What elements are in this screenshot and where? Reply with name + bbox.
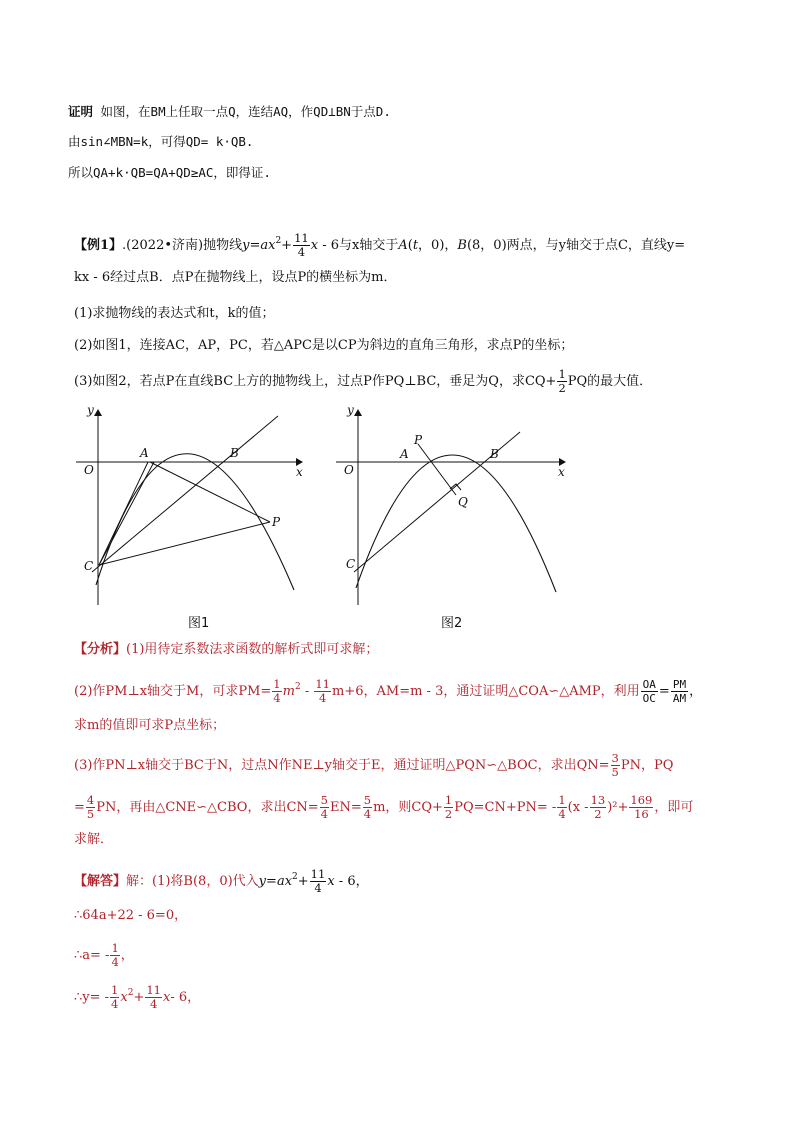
analysis-line-5: = $\frac{4}{5}$ PN，再由△CNE∽△CBO，求出CN= $\frac{5}{4}$ EN= $\frac{5}{4}$ m，则CQ+ $\frac{1}{2}$ PQ=CN+PN= - $\frac{1}{4}$ (x - $\frac{13}{2}$ )²+ $\frac{169}{16}$ ，即可 (74, 793, 694, 821)
fig1-label-y: y (87, 403, 94, 417)
fig2-segment-pq (418, 444, 456, 495)
solution-line-4: ∴y= - $\frac{1}{4}$ $x^2+$ $\frac{11}{4}$ x- 6， (74, 983, 201, 1011)
analysis-line-1 (74, 640, 378, 660)
analysis-line-4: (3)作PN⊥x轴交于BC于N，过点N作NE⊥y轴交于E，通过证明△PQN∽△BOC，求出QN= $\frac{3}{5}$ PN，PQ (74, 751, 674, 779)
analysis-text-2a: (2)作PM⊥x轴交于M，可求PM= (74, 684, 272, 699)
analysis-text-5a: = (74, 800, 85, 815)
fig1-label-o: O (84, 463, 94, 477)
fig1-label-p: P (272, 515, 281, 529)
fig2-label-o: O (344, 463, 354, 477)
fig2-label-q: Q (458, 495, 468, 509)
fraction-1-2: $\frac{1}{2}$ (558, 367, 566, 395)
figure-2 (330, 400, 570, 610)
example-line-2: kx - 6经过点B．点P在抛物线上，设点P的横坐标为m． (74, 270, 397, 285)
fig1-label-x: x (296, 465, 303, 479)
solution-tag: 【解答】 (74, 874, 127, 889)
fraction-11-4: $\frac{11}{4}$ (294, 231, 309, 259)
fig1-label-b: B (230, 446, 239, 460)
solution-line-2: ∴64a+22 - 6=0， (74, 908, 188, 923)
analysis-text-5f: (x - (567, 800, 589, 815)
proof-line-1 (68, 102, 391, 122)
figure-1 (70, 400, 310, 610)
solution-text-4a: ∴y= - (74, 990, 110, 1005)
fig1-line-bc (92, 416, 278, 572)
example-text-1c: 两点，与y轴交于点C，直线y= (506, 238, 686, 253)
fig2-parabola (356, 455, 556, 592)
fig2-label-c: C (346, 557, 356, 571)
fig2-label-x: x (558, 465, 565, 479)
fig1-parabola (96, 454, 294, 590)
analysis-text-5c: EN= (330, 800, 362, 815)
analysis-text-2b: m+6，AM=m - 3，通过证明△COA∽△AMP，利用 (332, 684, 640, 699)
solution-text-4b: - 6， (170, 990, 201, 1005)
analysis-line-6: 求解． (74, 832, 114, 847)
analysis-line-3: 求m的值即可求P点坐标； (74, 718, 226, 733)
fig1-segment-cp (99, 522, 270, 565)
solution-text-1a: 解：(1)将B(8，0)代入 (126, 874, 259, 889)
analysis-text-5b: PN，再由△CNE∽△CBO，求出CN= (96, 800, 319, 815)
example-part-3 (74, 368, 652, 395)
analysis-text-1: (1)用待定系数法求函数的解析式即可求解； (126, 642, 379, 657)
example-part-2: (2)如图1，连接AC，AP，PC，若△APC是以CP为斜边的直角三角形，求点P的坐标； (74, 338, 574, 353)
fig1-label-a: A (140, 446, 149, 460)
fig2-label-b: B (490, 447, 499, 461)
analysis-tag: 【分析】 (74, 642, 127, 657)
analysis-text-5d: m，则CQ+ (373, 800, 443, 815)
example-source: .(2022•济南)抛物线 (122, 238, 243, 253)
figure-2-caption: 图2 (441, 616, 463, 631)
analysis-text-5h: ，即可 (654, 800, 694, 815)
example-part-1: (1)求抛物线的表达式和t，k的值； (74, 306, 275, 321)
analysis-text-5g: )²+ (607, 800, 629, 815)
example-text-1b: 与x轴交于 (339, 238, 399, 253)
fig1-label-c: C (84, 559, 94, 573)
solution-text-3b: ， (120, 948, 134, 963)
figure-1-caption: 图1 (188, 616, 210, 631)
analysis-text-4a: (3)作PN⊥x轴交于BC于N，过点N作NE⊥y轴交于E，通过证明△PQN∽△BOC，求出QN= (74, 758, 610, 773)
example-tag: 【例1】 (74, 238, 123, 253)
example-line-1: 【例1】.(2022•济南)抛物线$y=ax^2+$ $\frac{11}{4}$ x - 6与x轴交于A(t，0)，B(8，0)两点，与y轴交于点C，直线y= (74, 231, 686, 259)
fig1-segment-ap (150, 462, 270, 522)
solution-line-3: ∴a= - $\frac{1}{4}$ ， (74, 941, 134, 969)
solution-text-3a: ∴a= - (74, 948, 110, 963)
solution-line-1: 【解答】解：(1)将B(8，0)代入$y=ax^2+$ $\frac{11}{4}$ x - 6， (74, 867, 369, 895)
example-part-3-a: (3)如图2，若点P在直线BC上方的抛物线上，过点P作PQ⊥BC，垂足为Q，求CQ+ (74, 374, 557, 389)
analysis-text-5e: PQ=CN+PN= - (454, 800, 557, 815)
analysis-line-2: (2)作PM⊥x轴交于M，可求PM= $\frac{1}{4}$ $m^2$ - $\frac{11}{4}$ m+6，AM=m - 3，通过证明△COA∽△AMP，利用 $\frac{OA}{OC}$ = $\frac{PM}{AM}$ ， (74, 677, 703, 705)
proof-label: 证明 (68, 104, 94, 119)
fig1-segment-ca2 (99, 462, 154, 565)
example-part-3-b: PQ的最大值． (567, 374, 653, 389)
fig2-label-p: P (414, 433, 423, 447)
analysis-text-4b: PN，PQ (620, 758, 674, 773)
fig2-label-a: A (400, 447, 409, 461)
fig1-segment-ca (99, 462, 148, 565)
proof-line-2: 由sin∠MBN=k，可得QD= k·QB. (68, 134, 254, 149)
proof-text-1: 如图，在BM上任取一点Q，连结AQ，作QD⊥BN于点D. (100, 104, 391, 119)
fig2-label-y: y (347, 403, 354, 417)
proof-line-3: 所以QA+k·QB=QA+QD≥AC，即得证. (68, 165, 271, 180)
